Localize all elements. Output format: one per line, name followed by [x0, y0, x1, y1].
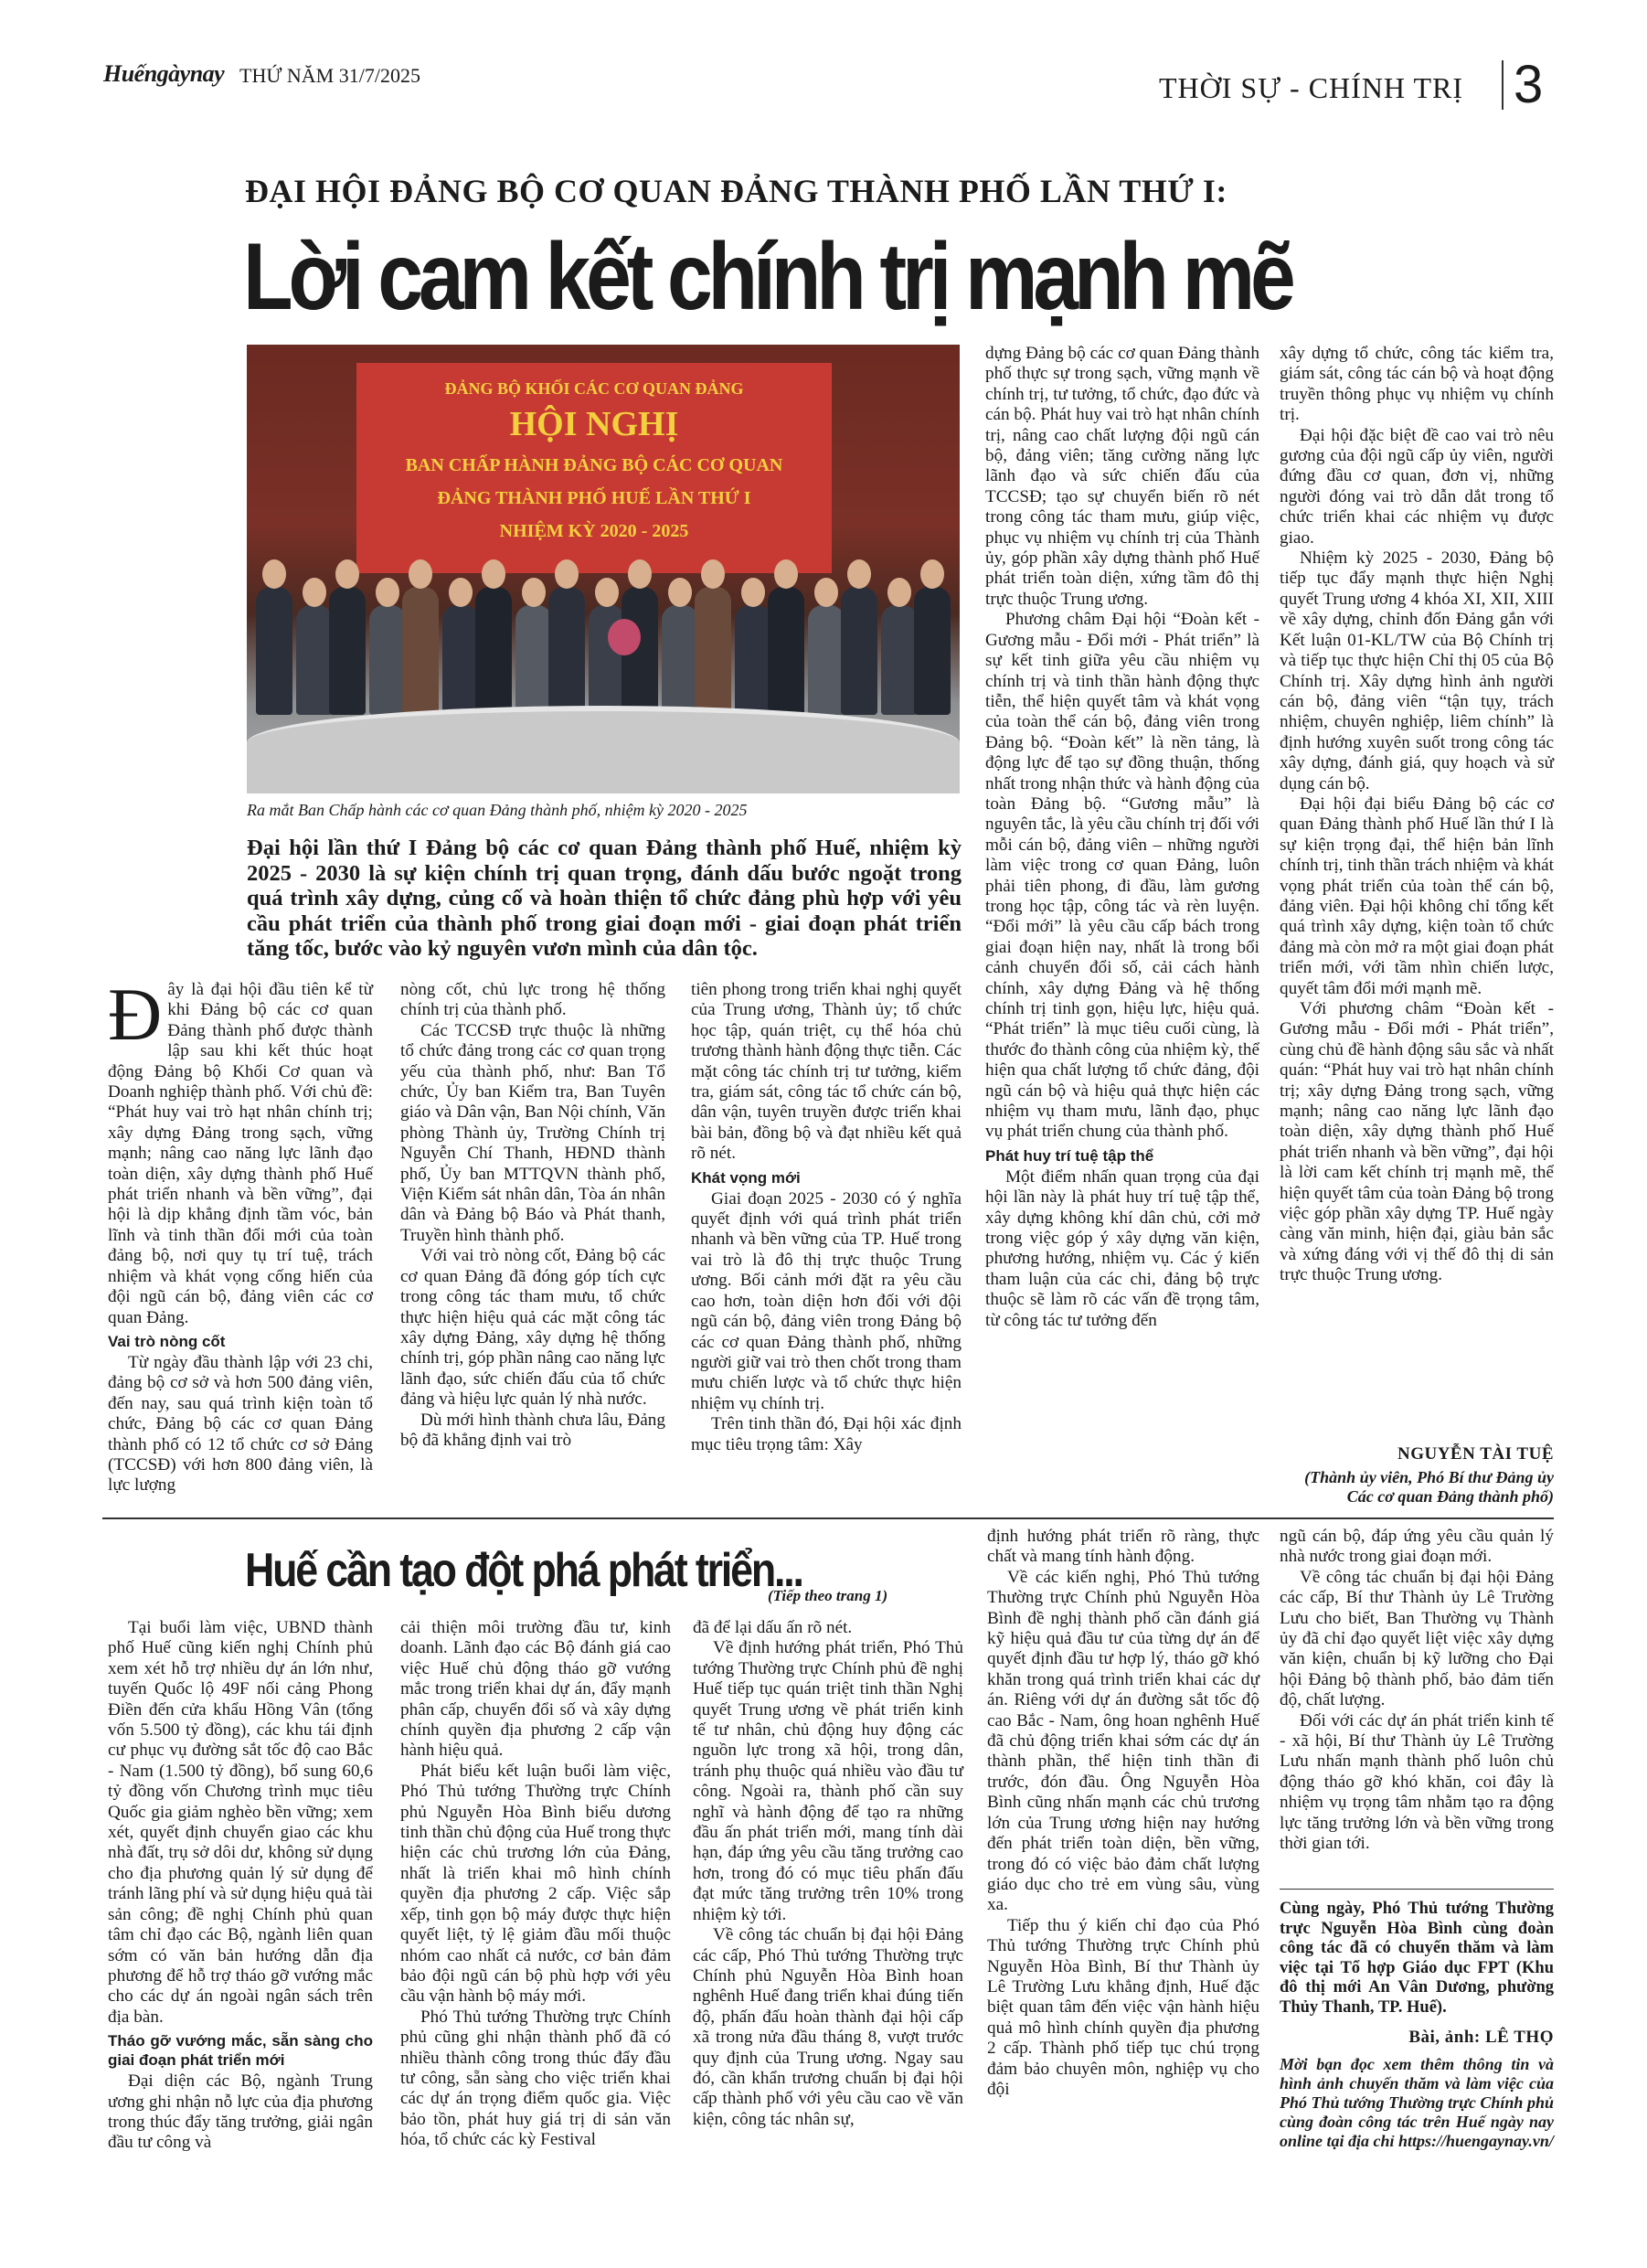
paragraph: định hướng phát triển rõ ràng, thực chất và mang tính hành động. — [987, 1527, 1259, 1567]
banner-line: HỘI NGHỊ — [509, 405, 679, 443]
paragraph: Từ ngày đầu thành lập với 23 chi, đảng bộ cơ sở và hơn 500 đảng viên, đến nay, sau quá trình kiện toàn tổ chức, Đảng bộ các cơ quan Đảng thành phố có 12 tổ chức cơ sở Đảng (TCCSĐ) với hơn 800 đảng viên, là lực lượng — [108, 1352, 373, 1496]
person-head — [555, 559, 579, 589]
article-column-2 — [400, 980, 665, 1451]
person-head — [376, 578, 399, 607]
person-figure — [881, 605, 918, 715]
person-figure — [662, 605, 698, 715]
banner-line: NHIỆM KỲ 2020 - 2025 — [499, 521, 689, 541]
paragraph: tiên phong trong triển khai nghị quyết của Trung ương, Thành ủy; tổ chức học tập, quán triệt, cụ thể hóa chủ trương thành hành động thực tiễn. Các mặt công tác chính trị tư tưởng, kiểm tra, giám sát, công tác tổ chức cán bộ, dân vận, tuyên truyền được triển khai bài bản, đồng bộ và đạt nhiều kết quả rõ nét. — [691, 980, 962, 1164]
person-figure — [914, 587, 951, 715]
paragraph: Dù mới hình thành chưa lâu, Đảng bộ đã khẳng định vai trò — [400, 1410, 665, 1450]
sidebar-note: Cùng ngày, Phó Thủ tướng Thường trực Nguyễn Hòa Bình cùng đoàn công tác đã có chuyến thăm và làm việc tại Tổ hợp Giáo dục FPT (Khu đô thị mới An Vân Dương, phường Thủy Thanh, TP. Huế). — [1280, 1900, 1554, 2017]
paragraph: Nhiệm kỳ 2025 - 2030, Đảng bộ tiếp tục đẩy mạnh thực hiện Nghị quyết Trung ương 4 khóa XI, XII, XIII về xây dựng, chỉnh đốn Đảng gắn với Kết luận 01-KL/TW của Bộ Chính trị và tiếp tục thực hiện Chỉ thị 05 của Bộ Chính trị. Xây dựng hình ảnh người cán bộ, đảng viên “tận tụy, trách nhiệm, chuyên nghiệp, liêm chính” là định hướng xuyên suốt trong công tác xây dựng, đánh giá, quy hoạch và sử dụng cán bộ. — [1280, 548, 1554, 793]
paragraph: Về định hướng phát triển, Phó Thủ tướng Thường trực Chính phủ đề nghị Huế tiếp tục quán triệt tinh thần Nghị quyết Trung ương về phát triển kinh tế tư nhân, chủ động huy động các nguồn lực trong xã hội, trong dân, tránh phụ thuộc quá nhiều vào đầu tư công. Ngoài ra, thành phố cần suy nghĩ và hành động để tạo ra những đầu ấn phát triển mới, mang tính dài hạn, đáp ứng yêu cầu tăng trưởng cao hơn, trong đó có mục tiêu phấn đấu đạt mức tăng trưởng trên 10% trong nhiệm kỳ tới. — [693, 1638, 963, 1924]
banner-line: ĐẢNG THÀNH PHỐ HUẾ LẦN THỨ I — [437, 488, 751, 508]
article-column-3 — [691, 980, 962, 1455]
section-title: THỜI SỰ - CHÍNH TRỊ — [1159, 71, 1463, 104]
paragraph: Giai đoạn 2025 - 2030 có ý nghĩa quyết định với quá trình phát triển nhanh và bền vững của TP. Huế trong vai trò là đô thị trực thuộc Trung ương. Bối cảnh mới đặt ra yêu cầu cao hơn, toàn diện hơn đối với đội ngũ cán bộ, đảng viên trong Đảng bộ các cơ quan Đảng thành phố, những người giữ vai trò then chốt trong tham mưu chiến lược và tổ chức thực hiện nhiệm vụ chính trị. — [691, 1188, 962, 1413]
paragraph: ngũ cán bộ, đáp ứng yêu cầu quản lý nhà nước trong giai đoạn mới. — [1280, 1527, 1554, 1567]
person-head — [628, 559, 652, 589]
banner-line: BAN CHẤP HÀNH ĐẢNG BỘ CÁC CƠ QUAN — [405, 455, 783, 475]
article-column-5 — [1280, 344, 1554, 1286]
article2-column-1 — [108, 1618, 373, 2154]
paragraph: Đối với các dự án phát triển kinh tế - xã hội, Bí thư Thành ủy Lê Trường Lưu nhấn mạnh thành phố luôn chủ động tháo gỡ khó khăn, coi đây là nhiệm vụ trọng tâm nhằm tạo ra động lực tăng trưởng lớn và bền vững trong thời gian tới. — [1280, 1710, 1554, 1854]
paragraph: Tại buổi làm việc, UBND thành phố Huế cũng kiến nghị Chính phủ xem xét hỗ trợ nhiều dự án lớn như, tuyến Quốc lộ 49F nối cảng Phong Điền đến cửa khẩu Hồng Vân (tổng vốn 5.500 tỷ đồng), các khu tái định cư phục vụ đường sắt tốc độ cao Bắc - Nam (1.500 tỷ đồng), bổ sung 60,6 tỷ đồng vốn Chương trình mục tiêu Quốc gia giảm nghèo bền vững; xem xét, quyết định chuyển giao các khu nhà đất, trụ sở dôi dư, không sử dụng cho địa phương quản lý sử dụng để tránh lãng phí và sử dụng hiệu quả tài sản công; đề nghị Chính phủ quan tâm chỉ đạo các Bộ, ngành liên quan sớm có văn bản hướng dẫn địa phương để hỗ trợ tháo gỡ vướng mắc cho các dự án ngoài ngân sách trên địa bàn. — [108, 1618, 373, 2027]
page-number: 3 — [1514, 55, 1544, 114]
paragraph: Đại hội đặc biệt đề cao vai trò nêu gương của đội ngũ cấp ủy viên, người đứng đầu cơ quan, đơn vị, những người đóng vai trò dẫn dắt trong tổ chức triển khai các nhiệm vụ được giao. — [1280, 425, 1554, 548]
person-head — [522, 578, 546, 607]
photo-banner — [356, 363, 832, 573]
person-head — [774, 559, 798, 589]
paragraph: Một điểm nhấn quan trọng của đại hội lần này là phát huy trí tuệ tập thể, xây dựng không khí dân chủ, cởi mở trong việc góp ý xây dựng văn kiện, phương hướng, nhiệm vụ. Các ý kiến tham luận của các chi, đảng bộ trực thuộc sẽ làm rõ các vấn đề trọng tâm, từ công tác tư tưởng đến — [985, 1166, 1259, 1330]
paragraph: Phó Thủ tướng Thường trực Chính phủ cũng ghi nhận thành phố đã có nhiều thành công trong thúc đẩy đầu tư công, sẵn sàng cho việc triển khai các dự án trọng điểm quốc gia. Việc bảo tồn, phát huy giá trị di sản văn hóa, tổ chức các kỳ Festival — [400, 2007, 671, 2150]
subheading: Phát huy trí tuệ tập thể — [985, 1146, 1154, 1165]
person-figure — [256, 587, 292, 715]
paragraph: Về công tác chuẩn bị đại hội Đảng các cấp, Bí thư Thành ủy Lê Trường Lưu cho biết, Ban Thường vụ Thành ủy đã chỉ đạo quyết liệt việc xây dựng văn kiện, chuẩn bị kỹ lưỡng cho Đại hội Đảng bộ thành phố, bảo đảm tiến độ, chất lượng. — [1280, 1567, 1554, 1710]
person-figure — [808, 605, 845, 715]
paragraph: dựng Đảng bộ các cơ quan Đảng thành phố thực sự trong sạch, vững mạnh về chính trị, tư tưởng, tổ chức, đạo đức và cán bộ. Phát huy vai trò hạt nhân chính trị, nâng cao chất lượng đội ngũ cán bộ, đảng viên; tăng cường năng lực lãnh đạo và sức chiến đấu của TCCSĐ; tạo sự chuyển biến rõ nét trong công tác tham mưu, giúp việc, phục vụ nhiệm vụ chính trị của Thành ủy, góp phần xây dựng thành phố Huế phát triển toàn diện, xứng tầm đô thị trực thuộc Trung ương. — [985, 344, 1260, 609]
paragraph: Phương châm Đại hội “Đoàn kết - Gương mẫu - Đổi mới - Phát triển” là sự kết tinh giữa yêu cầu nhiệm vụ chính trị và tinh thần hành động thực tiễn, thể hiện quyết tâm và khát vọng của toàn thể cán bộ, đảng viên trong Đảng bộ. “Đoàn kết” là nền tảng, là động lực để tạo sự đồng thuận, thống nhất trong nhận thức và hành động của toàn Đảng bộ. “Gương mẫu” là nguyên tắc, là yêu cầu chính trị đối với mỗi cán bộ, đảng viên – những người làm việc trong cơ quan Đảng, luôn phải tiên phong, đi đầu, làm gương trong học tập, công tác và rèn luyện. “Đổi mới” là yêu cầu cấp bách trong giai đoạn hiện nay, nhất là trong bối cảnh chuyển đổi số, cải cách hành chính, xây dựng Đảng và hệ thống chính trị tinh gọn, hiệu lực, hiệu quả. “Phát triển” là mục tiêu cuối cùng, là thước đo thành công của nhiệm kỳ, thể hiện qua chất lượng tổ chức đảng, đội ngũ cán bộ và hiệu quả thực hiện các nhiệm vụ tham mưu, lãnh đạo, phục vụ phát triển chung của thành phố. — [985, 610, 1259, 1142]
header-divider — [1502, 60, 1504, 110]
paragraph: Với phương châm “Đoàn kết - Gương mẫu - Đổi mới - Phát triển”, cùng chủ đề hành động sâu sắc và nhất quán: “Phát huy vai trò hạt nhân chính trị; xây dựng Đảng trong sạch, vững mạnh; nâng cao năng lực lãnh đạo toàn diện, xây dựng thành phố Huế phát triển nhanh và bền vững”, đại hội là lời cam kết chính trị mạnh mẽ, thể hiện quyết tâm của toàn Đảng bộ trong việc góp phần xây dựng TP. Huế ngày càng văn minh, hiện đại, giàu bản sắc và xứng đáng với vị thế đô thị di sản trực thuộc Trung ương. — [1280, 999, 1554, 1285]
person-head — [409, 559, 432, 589]
article-headline: Lời cam kết chính trị mạnh mẽ — [243, 224, 1291, 330]
paragraph: Phát biểu kết luận buổi làm việc, Phó Thủ tướng Thường trực Chính phủ Nguyễn Hòa Bình biểu dương tinh thần chủ động của Huế trong thực hiện các chủ trương lớn của Đảng, nhất là triển khai mô hình chính quyền địa phương 2 cấp. Việc sắp xếp, tinh gọn bộ máy được thực hiện quyết liệt, tỷ lệ giảm đầu mối thuộc nhóm cao nhất cả nước, cơ bản đảm bảo đội ngũ cán bộ phù hợp với yêu cầu vận hành bộ máy mới. — [400, 1761, 671, 2007]
person-head — [701, 559, 725, 589]
article-photo — [247, 345, 960, 793]
person-head — [449, 578, 473, 607]
online-footnote: Mời bạn đọc xem thêm thông tin và hình ảnh chuyến thăm và làm việc của Phó Thủ tướng Thường trực Chính phủ cùng đoàn công tác trên Huế ngày nay online tại địa chỉ https://huengaynay.vn/ — [1280, 2055, 1554, 2150]
flower-bouquet — [608, 619, 641, 655]
paragraph: xây dựng tổ chức, công tác kiểm tra, giám sát, công tác cán bộ và hoạt động truyền thông phục vụ nhiệm vụ chính trị. — [1280, 344, 1554, 425]
box-rule — [1280, 1889, 1554, 1890]
person-figure — [475, 587, 512, 715]
article-lead: Đại hội lần thứ I Đảng bộ các cơ quan Đảng thành phố Huế, nhiệm kỳ 2025 - 2030 là sự kiện chính trị quan trọng, đánh dấu bước ngoặt trong quá trình xây dựng, củng cố và hoàn thiện tổ chức đảng phù hợp với yêu cầu phát triển của thành phố trong giai đoạn mới - giai đoạn phát triển tăng tốc, bước vào kỷ nguyên vươn mình của dân tộc. — [247, 836, 962, 961]
person-figure — [768, 587, 804, 715]
person-head — [668, 578, 692, 607]
issue-date: THỨ NĂM 31/7/2025 — [239, 64, 420, 87]
subheading: Vai trò nòng cốt — [108, 1332, 226, 1350]
person-figure — [442, 605, 479, 715]
article-divider — [102, 1517, 1554, 1519]
article-column-4 — [985, 344, 1259, 1331]
person-head — [741, 578, 765, 607]
conference-table — [247, 706, 960, 793]
article2-column-5 — [1280, 1527, 1554, 1855]
paragraph: đã để lại dấu ấn rõ nét. — [693, 1618, 853, 1637]
paragraph: cải thiện môi trường đầu tư, kinh doanh. Lãnh đạo các Bộ đánh giá cao việc Huế chủ động tháo gỡ vướng mắc trong triển khai dự án, đẩy mạnh phân cấp, chuyển đổi số và xây dựng chính quyền địa phương 2 cấp vận hành hiệu quả. — [400, 1618, 671, 1761]
person-figure — [515, 605, 552, 715]
subheading: Khát vọng mới — [691, 1168, 801, 1187]
person-head — [887, 578, 911, 607]
continued-note: (Tiếp theo trang 1) — [768, 1587, 888, 1604]
person-figure — [402, 587, 439, 715]
paragraph: Đại diện các Bộ, ngành Trung ương ghi nhận nỗ lực của địa phương trong thúc đẩy tăng trưởng, giải ngân đầu tư công và — [108, 2071, 373, 2153]
person-figure — [735, 605, 771, 715]
paragraph: Về các kiến nghị, Phó Thủ tướng Thường trực Chính phủ Nguyễn Hòa Bình đề nghị thành phố cần đánh giá kỹ hiệu quả đầu tư của từng dự án để quyết định đầu tư hợp lý, tháo gỡ khó khăn trong quá trình triển khai các dự án. Riêng với dự án đường sắt tốc độ cao Bắc - Nam, ông hoan nghênh Huế đã chủ động triển khai sớm các dự án thành phần, thể hiện tinh thần đi trước, đón đầu. Ông Nguyễn Hòa Bình cũng nhấn mạnh các chủ trương lớn của Trung ương hiện nay hướng đến phát triển toàn diện, bền vững, trong đó có việc bảo đảm chất lượng giáo dục cho trẻ em vùng sâu, vùng xa. — [987, 1567, 1259, 1915]
person-head — [920, 559, 944, 589]
paragraph: Các TCCSĐ trực thuộc là những tổ chức đảng trong các cơ quan trọng yếu của thành phố, như: Ban Tổ chức, Ủy ban Kiểm tra, Ban Tuyên giáo và Dân vận, Ban Nội chính, Văn phòng Thành ủy, Trường Chính trị Nguyễn Chí Thanh, HĐND thành phố, Ủy ban MTTQVN thành phố, Viện Kiểm sát nhân dân, Tòa án nhân dân và Đảng bộ Báo và Phát thanh, Truyền hình thành phố. — [400, 1020, 665, 1245]
paragraph: Trên tinh thần đó, Đại hội xác định mục tiêu trọng tâm: Xây — [691, 1414, 962, 1454]
paragraph: Đại hội đại biểu Đảng bộ các cơ quan Đảng thành phố Huế lần thứ I là sự kiện trọng đại, thể hiện bản lĩnh chính trị, tinh thần trách nhiệm và khát vọng phát triển của toàn thể cán bộ, đảng viên. Đại hội không chỉ tổng kết quá trình xây dựng, kiện toàn tổ chức đảng mà còn mở ra một giai đoạn phát triển mới, với tầm nhìn chiến lược, quyết tâm đổi mới mạnh mẽ. — [1280, 793, 1554, 998]
article2-column-4 — [987, 1527, 1259, 2100]
person-figure — [296, 605, 333, 715]
person-head — [482, 559, 505, 589]
author-title: (Thành ủy viên, Phó Bí thư Đảng ủy Các cơ quan Đảng thành phố) — [1304, 1468, 1554, 1506]
author-byline: NGUYỄN TÀI TUỆ — [1397, 1444, 1554, 1464]
person-figure — [548, 587, 585, 715]
person-head — [595, 578, 619, 607]
banner-line: ĐẢNG BỘ KHỐI CÁC CƠ QUAN ĐẢNG — [444, 379, 744, 398]
person-head — [303, 578, 326, 607]
article2-column-2 — [400, 1618, 671, 2151]
person-figure — [695, 587, 731, 715]
article2-byline: Bài, ảnh: LÊ THỌ — [1408, 2028, 1554, 2047]
person-head — [814, 578, 838, 607]
paragraph: nòng cốt, chủ lực trong hệ thống chính trị của thành phố. — [400, 980, 665, 1020]
person-figure — [329, 587, 366, 715]
article-column-1 — [108, 973, 373, 1496]
article2-column-3 — [693, 1618, 963, 2130]
paragraph: Tiếp thu ý kiến chỉ đạo của Phó Thủ tướng Thường trực Chính phủ Nguyễn Hòa Bình, Bí thư Thành ủy Lê Trường Lưu khẳng định, Huế đặc biệt quan tâm đến việc vận hành hiệu quả mô hình chính quyền địa phương 2 cấp. Thành phố tiếp tục chú trọng đảm bảo chuyên môn, nghiệp vụ cho đội — [987, 1915, 1259, 2099]
person-head — [262, 559, 286, 589]
article-kicker: ĐẠI HỘI ĐẢNG BỘ CƠ QUAN ĐẢNG THÀNH PHỐ LẦN THỨ I: — [245, 173, 1227, 209]
masthead-logo: Huếngàynay — [103, 60, 225, 87]
person-figure — [369, 605, 406, 715]
paragraph: ây là đại hội đầu tiên kể từ khi Đảng bộ các cơ quan Đảng thành phố được thành lập sau khi kết thúc hoạt động Đảng bộ Khối Cơ quan và Doanh nghiệp thành phố. Với chủ đề: “Phát huy vai trò hạt nhân chính trị; xây dựng Đảng trong sạch, vững mạnh; nâng cao năng lực lãnh đạo toàn diện, xây dựng thành phố Huế phát triển nhanh và bền vững”, đại hội là dịp khẳng định tầm vóc, bản lĩnh và tinh thần đổi mới của toàn đảng bộ, nơi quy tụ trí tuệ, trách nhiệm và khát vọng cống hiến của đội ngũ cán bộ, đảng viên các cơ quan Đảng. — [108, 980, 373, 1327]
person-head — [847, 559, 871, 589]
photo-caption: Ra mắt Ban Chấp hành các cơ quan Đảng thành phố, nhiệm kỳ 2020 - 2025 — [247, 801, 748, 819]
person-figure — [841, 587, 877, 715]
article2-headline: Huế cần tạo đột phá phát triển... — [245, 1544, 802, 1597]
paragraph: Về công tác chuẩn bị đại hội Đảng các cấp, Phó Thủ tướng Thường trực Chính phủ Nguyễn Hòa Bình hoan nghênh Huế đang triển khai đúng tiến độ, phấn đấu hoàn thành đại hội cấp xã trong nửa đầu tháng 8, vượt trước quy định của Trung ương. Ngay sau đó, cần khẩn trương chuẩn bị đại hội cấp thành phố với yêu cầu cao về văn kiện, công tác nhân sự, — [693, 1925, 963, 2129]
person-head — [335, 559, 359, 589]
subheading: Tháo gỡ vướng mắc, sẵn sàng cho giai đoạn phát triển mới — [108, 2032, 373, 2070]
drop-cap: Đ — [108, 973, 163, 1056]
paragraph: Với vai trò nòng cốt, Đảng bộ các cơ quan Đảng đã đóng góp tích cực trong công tác tham mưu, tổ chức thực hiện hiệu quả các mặt công tác xây dựng Đảng, xây dựng hệ thống chính trị, góp phần nâng cao năng lực lãnh đạo, sức chiến đấu của tổ chức đảng và hiệu lực quản lý nhà nước. — [400, 1246, 665, 1410]
